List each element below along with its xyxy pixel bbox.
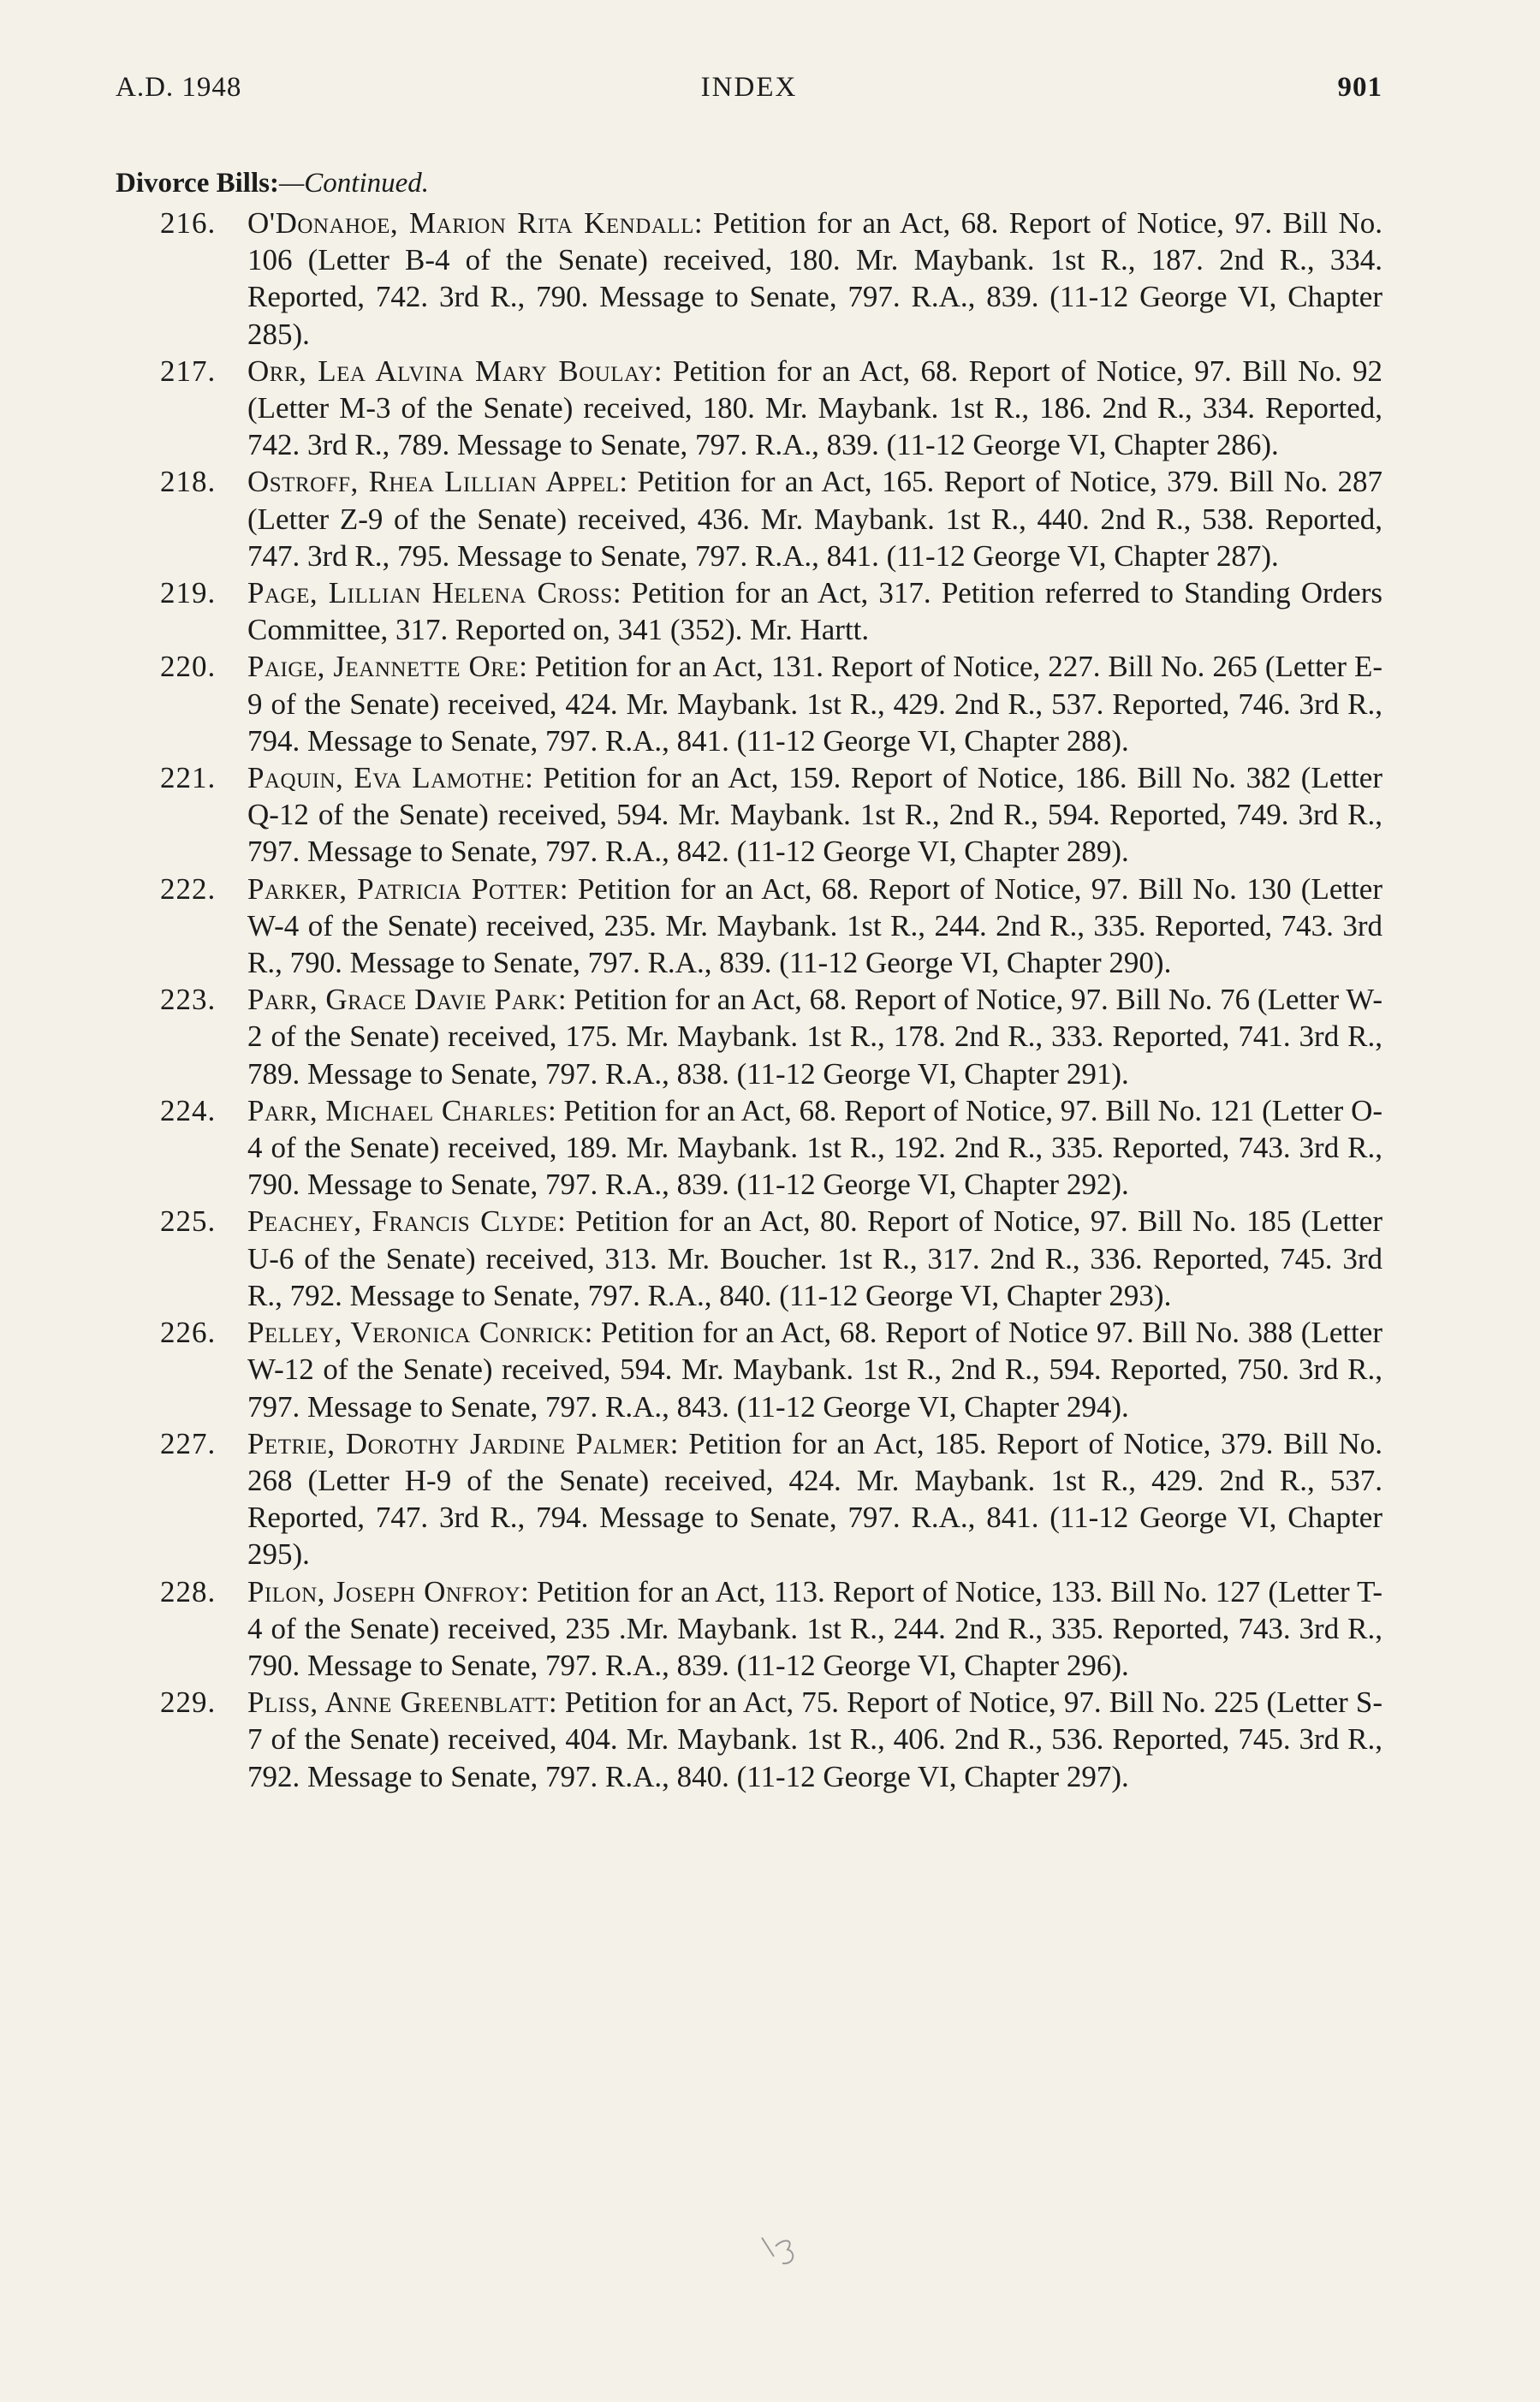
- entry-text: : Petition for an Act, 75. Report of Notice, 97. Bill No. 225 (Letter S-7 of the Senate) received, 404. Mr. Maybank. 1st R., 406. 2nd R., 536. Reported, 745. 3rd R., 792. Message to Senate, 797. R.A., 840. (11-12 George VI, Chapter 297).: [247, 1686, 1382, 1793]
- entry-text: : Petition for an Act, 113. Report of Notice, 133. Bill No. 127 (Letter T-4 of the Senate) received, 235 .Mr. Maybank. 1st R., 244. 2nd R., 335. Reported, 743. 3rd R., 790. Message to Senate, 797. R.A., 839. (11-12 George VI, Chapter 296).: [247, 1574, 1383, 1682]
- entry-number: 220.: [160, 650, 217, 684]
- entry-name: Peachey, Francis Clyde: [247, 1204, 558, 1239]
- index-entry: [116, 1314, 1382, 1425]
- index-entry: [116, 1573, 1382, 1685]
- section-heading: [116, 168, 429, 199]
- entry-text: : Petition for an Act, 68. Report of Notice, 97. Bill No. 121 (Letter O-4 of the Senate) received, 189. Mr. Maybank. 1st R., 192. 2nd R., 335. Reported, 743. 3rd R., 790. Message to Senate, 797. R.A., 839. (11-12 George VI, Chapter 292).: [247, 1093, 1382, 1202]
- index-entry: [116, 205, 1382, 353]
- running-head-title: INDEX: [700, 72, 798, 103]
- entry-number: 224.: [160, 1093, 217, 1127]
- entry-name: Parr, Grace Davie Park: [247, 983, 558, 1017]
- entry-name: Paquin, Eva Lamothe: [247, 761, 526, 795]
- index-entry: [116, 981, 1382, 1092]
- section-heading-title: Divorce Bills:: [116, 168, 279, 199]
- entry-name: Pelley, Veronica Conrick: [247, 1316, 585, 1350]
- entry-number: 228.: [160, 1574, 217, 1608]
- entry-number: 225.: [160, 1204, 217, 1239]
- entry-name: Pliss, Anne Greenblatt: [247, 1686, 549, 1720]
- entry-name: Parr, Michael Charles: [247, 1093, 548, 1127]
- entry-name: O'Donahoe, Marion Rita Kendall: [247, 206, 694, 240]
- index-entry: [116, 1092, 1382, 1204]
- entry-name: Orr, Lea Alvina Mary Boulay: [247, 354, 654, 388]
- index-entry: [116, 574, 1382, 648]
- entry-number: 226.: [160, 1316, 217, 1350]
- entry-text: : Petition for an Act, 317. Petition referred to Standing Orders Committee, 317. Reported on, 341 (352). Mr. Hartt.: [247, 576, 1382, 647]
- index-entries-list: [116, 205, 1382, 1795]
- index-entry: [116, 463, 1382, 574]
- entry-text: : Petition for an Act, 68. Report of Notice 97. Bill No. 388 (Letter W-12 of the Senate) received, 594. Mr. Maybank. 1st R., 2nd R., 594. Reported, 750. 3rd R., 797. Message to Senate, 797. R.A., 843. (11-12 George VI, Chapter 294).: [247, 1316, 1383, 1424]
- index-entry: [116, 759, 1382, 871]
- entry-text: : Petition for an Act, 68. Report of Notice, 97. Bill No. 130 (Letter W-4 of the Senate) received, 235. Mr. Maybank. 1st R., 244. 2nd R., 335. Reported, 743. 3rd R., 790. Message to Senate, 797. R.A., 839. (11-12 George VI, Chapter 290).: [247, 871, 1382, 980]
- entry-name: Paige, Jeannette Ore: [247, 650, 520, 684]
- entry-number: 229.: [160, 1686, 217, 1720]
- entry-number: 227.: [160, 1426, 217, 1460]
- entry-text: : Petition for an Act, 131. Report of Notice, 227. Bill No. 265 (Letter E-9 of the Senate) received, 424. Mr. Maybank. 1st R., 429. 2nd R., 537. Reported, 746. 3rd R., 794. Message to Senate, 797. R.A., 841. (11-12 George VI, Chapter 288).: [247, 650, 1383, 758]
- index-entry: [116, 1425, 1382, 1573]
- entry-name: Parker, Patricia Potter: [247, 871, 560, 906]
- index-entry: [116, 871, 1382, 982]
- entry-name: Ostroff, Rhea Lillian Appel: [247, 465, 620, 499]
- entry-text: : Petition for an Act, 185. Report of Notice, 379. Bill No. 268 (Letter H-9 of the Senate) received, 424. Mr. Maybank. 1st R., 429. 2nd R., 537. Reported, 747. 3rd R., 794. Message to Senate, 797. R.A., 841. (11-12 George VI, Chapter 295).: [247, 1426, 1382, 1572]
- index-entry: [116, 353, 1382, 464]
- entry-number: 221.: [160, 761, 217, 795]
- entry-number: 219.: [160, 576, 217, 610]
- index-entry: [116, 1203, 1382, 1314]
- entry-number: 218.: [160, 465, 217, 499]
- running-head: [116, 72, 1382, 115]
- entry-name: Petrie, Dorothy Jardine Palmer: [247, 1426, 670, 1460]
- handwritten-mark-icon: [757, 2231, 808, 2274]
- index-entry: [116, 648, 1382, 759]
- entry-text: : Petition for an Act, 159. Report of Notice, 186. Bill No. 382 (Letter Q-12 of the Senate) received, 594. Mr. Maybank. 1st R., 2nd R., 594. Reported, 749. 3rd R., 797. Message to Senate, 797. R.A., 842. (11-12 George VI, Chapter 289).: [247, 761, 1382, 869]
- entry-text: : Petition for an Act, 68. Report of Notice, 97. Bill No. 106 (Letter B-4 of the Senate) received, 180. Mr. Maybank. 1st R., 187. 2nd R., 334. Reported, 742. 3rd R., 790. Message to Senate, 797. R.A., 839. (11-12 George VI, Chapter 285).: [247, 206, 1382, 351]
- entry-number: 223.: [160, 983, 217, 1017]
- entry-text: : Petition for an Act, 68. Report of Notice, 97. Bill No. 76 (Letter W-2 of the Senate) received, 175. Mr. Maybank. 1st R., 178. 2nd R., 333. Reported, 741. 3rd R., 789. Message to Senate, 797. R.A., 838. (11-12 George VI, Chapter 291).: [247, 983, 1383, 1091]
- entry-text: : Petition for an Act, 68. Report of Notice, 97. Bill No. 92 (Letter M-3 of the Senate) received, 180. Mr. Maybank. 1st R., 186. 2nd R., 334. Reported, 742. 3rd R., 789. Message to Senate, 797. R.A., 839. (11-12 George VI, Chapter 286).: [247, 354, 1382, 462]
- entry-text: : Petition for an Act, 80. Report of Notice, 97. Bill No. 185 (Letter U-6 of the Senate) received, 313. Mr. Boucher. 1st R., 317. 2nd R., 336. Reported, 745. 3rd R., 792. Message to Senate, 797. R.A., 840. (11-12 George VI, Chapter 293).: [247, 1204, 1382, 1312]
- entry-number: 217.: [160, 354, 217, 388]
- entry-text: : Petition for an Act, 165. Report of Notice, 379. Bill No. 287 (Letter Z-9 of the Senate) received, 436. Mr. Maybank. 1st R., 440. 2nd R., 538. Reported, 747. 3rd R., 795. Message to Senate, 797. R.A., 841. (11-12 George VI, Chapter 287).: [247, 465, 1382, 573]
- entry-name: Pilon, Joseph Onfroy: [247, 1574, 521, 1608]
- page-number: 901: [1337, 72, 1382, 103]
- running-head-year: A.D. 1948: [116, 72, 242, 103]
- entry-number: 216.: [160, 206, 217, 240]
- section-heading-continued: —Continued.: [278, 168, 430, 199]
- entry-number: 222.: [160, 871, 217, 906]
- index-entry: [116, 1684, 1382, 1795]
- entry-name: Page, Lillian Helena Cross: [247, 576, 613, 610]
